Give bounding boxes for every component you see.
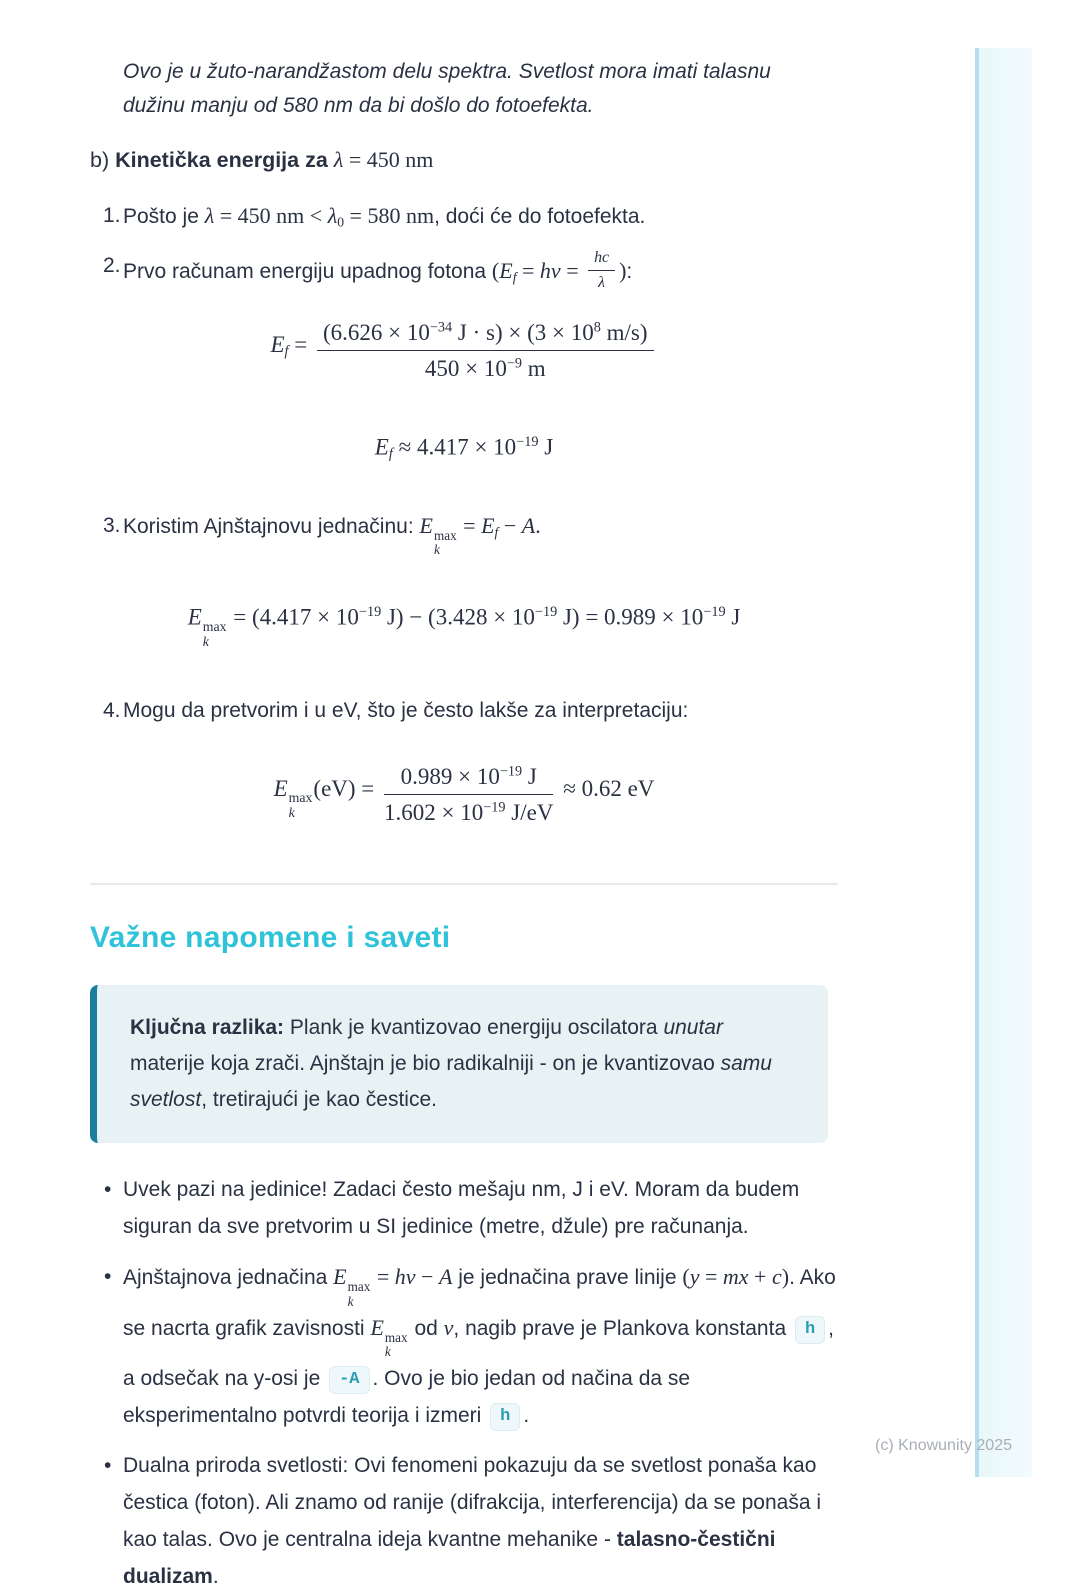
page-edge-decoration — [975, 48, 1032, 1477]
bullet-units-text: Uvek pazi na jedinice! Zadaci često mešaju nm, J i eV. Moram da budem siguran da sve pretvorim u SI jedinice (metre, džule) pre računanja. — [123, 1178, 800, 1239]
step-3-number: 3. — [103, 514, 121, 538]
step-3 — [90, 509, 838, 558]
step-2 — [90, 249, 838, 294]
bullet-units — [90, 1171, 838, 1245]
formula-ev-conversion: E max k (eV) = $\frac{0.989 \times 10^{-19} J}{1.602 \times 10^{-19} J/eV}$ ≈ 0.62 eV — [273, 763, 655, 825]
section-b-title: Kinetička energija za — [115, 148, 334, 172]
inline-code-chip: h — [795, 1316, 825, 1344]
formula-photon-energy: Ef = $\frac{(6.626 \times 10^{-34} J \cdot s) \times (3 \times 10^8 m/s)}{450 \times 10^{-9} m}$ — [90, 318, 838, 384]
key-difference-callout: Ključna razlika: Plank je kvantizovao energiju oscilatora unutar materije koja zrači. Ajnštajn je bio radikalniji - on je kvantizovao samu svetlost, tretirajući je kao čestice. — [90, 985, 828, 1143]
step-2-number: 2. — [103, 254, 121, 278]
step-4-text: Mogu da pretvorim i u eV, što je često lakše za interpretaciju: — [123, 698, 689, 722]
step-1-text: Pošto je λ = 450 nm < λ0 = 580 nm, doći će do fotoefekta. — [123, 203, 646, 230]
step-4-number: 4. — [103, 698, 121, 722]
notes-bullet-list — [90, 1171, 838, 1594]
copyright-watermark: (c) Knowunity 2025 — [875, 1437, 1012, 1454]
inline-code-chip: -A — [329, 1366, 369, 1394]
bullet-marker: • — [104, 1453, 112, 1477]
notes-heading: Važne napomene i saveti — [90, 921, 451, 955]
bullet-marker: • — [104, 1178, 112, 1202]
step-1 — [90, 199, 838, 239]
step-4 — [90, 694, 838, 728]
section-b-prefix: b) — [90, 148, 116, 172]
bullet-einstein-line — [90, 1258, 838, 1433]
section-b-heading — [90, 143, 838, 177]
section-b-math: λ = 450 nm — [333, 147, 434, 172]
step-3-text: Koristim Ajnštajnovu jednačinu: E max k = Ef − A. — [123, 513, 541, 558]
document-body — [90, 0, 838, 1595]
bullet-marker: • — [104, 1265, 112, 1289]
step-2-text: Prvo računam energiju upadnog fotona (Ef = hv = $\frac{hc}{\lambda}$ ): — [123, 249, 633, 291]
step-1-number: 1. — [103, 204, 121, 227]
inline-code-chip: h — [490, 1403, 520, 1431]
formula-einstein-numbers: E max k = ($4.417 \times 10^{-19}$ $J) - (3.428 \times 10^{-19}$ $J) = 0.989 \times 10^{-19}$ J — [187, 603, 741, 650]
bullet-dual-nature-text: Dualna priroda svetlosti: Ovi fenomeni pokazuju da se svetlost ponaša kao čestica (foton). Ali znamo od ranije (difrakcija, interferencija) da se ponaša i kao talas. Ovo je centralna ideja kvantne mehanike - talasno-čestični dualizam. — [123, 1453, 822, 1588]
section-divider — [90, 883, 838, 885]
formula-photon-energy-result: $Ef \approx 4.417 \times 10^{-19}$ J — [374, 434, 554, 463]
bullet-dual-nature — [90, 1447, 838, 1595]
intro-paragraph: Ovo je u žuto-narandžastom delu spektra. Svetlost mora imati talasnu dužinu manju od 580 nm da bi došlo do fotoefekta. — [123, 60, 771, 117]
bullet-einstein-line-text: Ajnštajnova jednačina E max k = hv − A je jednačina prave linije (y = mx + c). Ako se nacrta grafik zavisnosti E max k od v, nagib prave je Plankova konstanta h , a odsečak na y-osi je -A . Ovo je bio jedan od načina da se eksperimentalno potvrdi teorija i izmeri h . — [123, 1266, 836, 1426]
